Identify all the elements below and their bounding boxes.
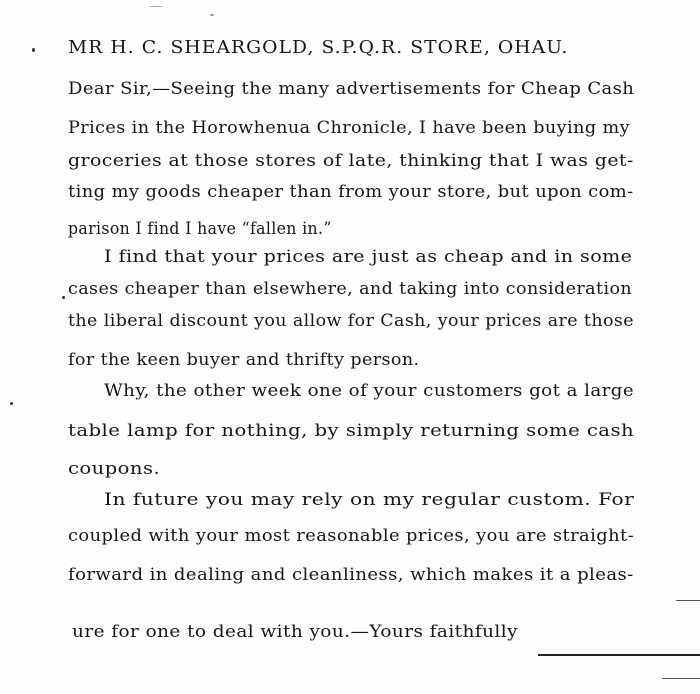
letter-line: cases cheaper than elsewhere, and taking into consideration: [68, 279, 633, 299]
letter-line: table lamp for nothing, by simply returning some cash: [68, 421, 635, 441]
letter-line: forward in dealing and cleanliness, which makes it a pleas-: [68, 565, 634, 585]
letter-line: ting my goods cheaper than from your store, but upon com-: [68, 182, 634, 202]
letter-line: Prices in the Horowhenua Chronicle, I have been buying my: [68, 118, 630, 138]
letter-line: coupons.: [68, 459, 161, 479]
edge-mark: [662, 678, 700, 679]
print-speck: [32, 48, 35, 52]
signature-line: [538, 654, 700, 656]
letter-line: the liberal discount you allow for Cash, your prices are those: [68, 311, 634, 331]
letter-line: Why, the other week one of your customers got a large: [104, 381, 635, 401]
letter-line: coupled with your most reasonable prices, you are straight-: [68, 526, 635, 546]
letter-line: ure for one to deal with you.—Yours faithfully: [72, 622, 518, 642]
print-speck: [10, 402, 13, 405]
print-speck: [210, 14, 214, 16]
letter-line: for the keen buyer and thrifty person.: [68, 350, 420, 370]
print-speck: [150, 6, 162, 7]
edge-mark: [676, 600, 700, 601]
letter-line: groceries at those stores of late, thinking that I was get-: [68, 151, 634, 171]
letter-line: In future you may rely on my regular custom. For: [104, 490, 635, 510]
letter-line: I find that your prices are just as cheap and in some: [104, 247, 633, 267]
print-speck: [62, 296, 65, 299]
letter-line: Dear Sir,—Seeing the many advertisements for Cheap Cash: [68, 79, 635, 99]
letter-heading: MR H. C. SHEARGOLD, S.P.Q.R. STORE, OHAU.: [68, 38, 569, 58]
letter-line: parison I find I have “fallen in.”: [68, 219, 332, 239]
